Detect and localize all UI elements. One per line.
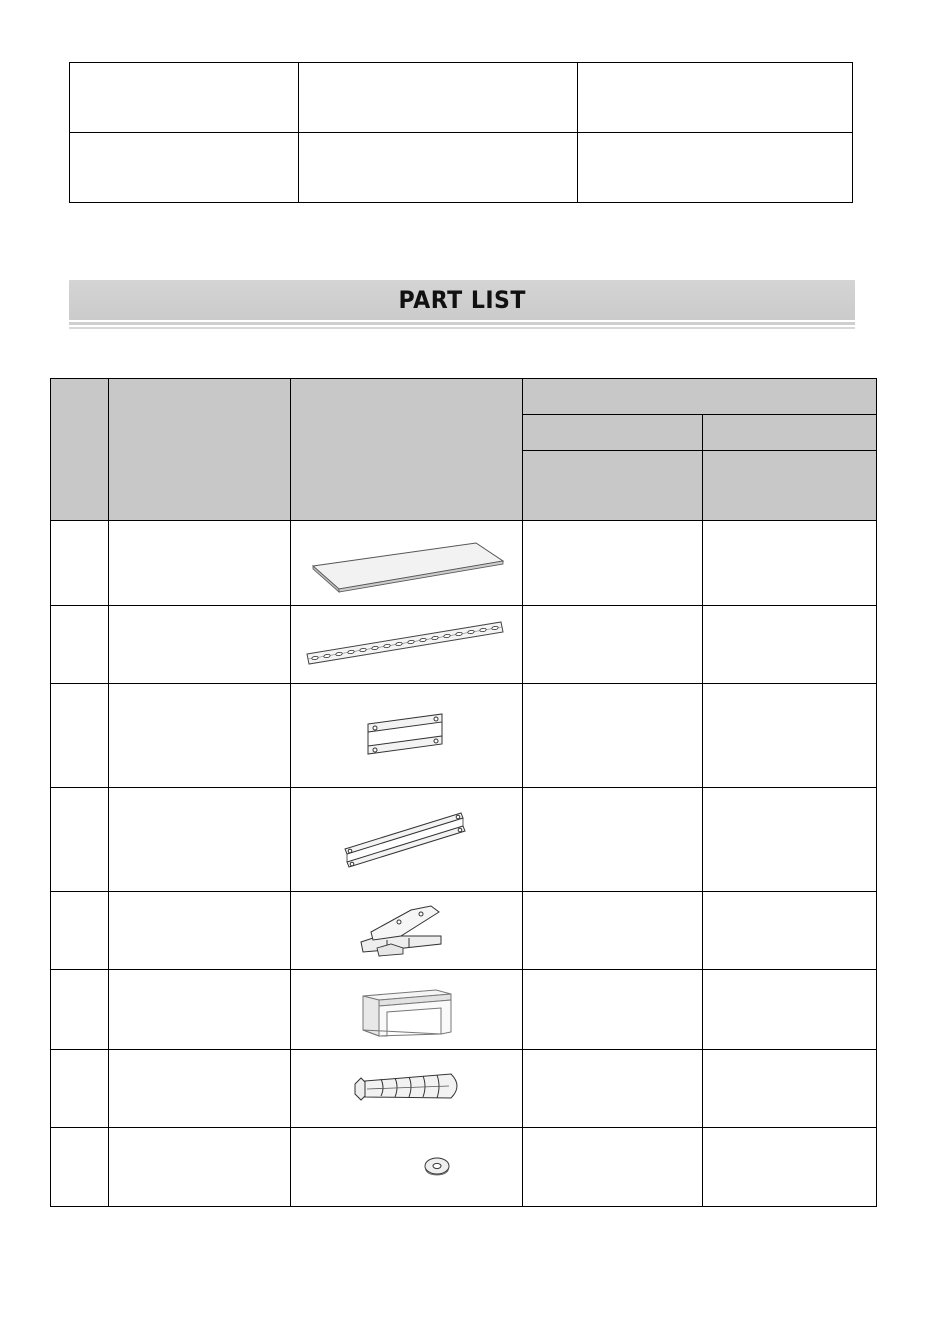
table-row [51, 521, 877, 606]
cell-qty [703, 788, 877, 892]
header-cell-name [109, 379, 291, 521]
cell-name [109, 788, 291, 892]
cell-no [51, 521, 109, 606]
cell-image [291, 606, 523, 684]
cell-name [109, 684, 291, 788]
header-cell-quantity-group [523, 379, 877, 415]
table-header-row [51, 379, 877, 415]
washer-icon [291, 1128, 523, 1207]
cell-qty [523, 788, 703, 892]
cell-qty [523, 521, 703, 606]
shelf-clip-icon [291, 892, 523, 970]
cell-qty [703, 521, 877, 606]
cell-image [291, 1128, 523, 1207]
cell-qty [523, 1128, 703, 1207]
cell-qty [523, 684, 703, 788]
cell-no [51, 970, 109, 1050]
long-rod-icon [291, 788, 523, 892]
table-cell [298, 63, 578, 133]
table-row [51, 892, 877, 970]
table-row [51, 1128, 877, 1207]
banner-divider [69, 322, 855, 325]
l-bracket-icon [291, 970, 523, 1050]
cell-name [109, 606, 291, 684]
cell-name [109, 1050, 291, 1128]
table-row [51, 788, 877, 892]
top-table [69, 62, 853, 203]
header-cell-image [291, 379, 523, 521]
cell-name [109, 521, 291, 606]
table-cell [578, 63, 853, 133]
banner-divider [69, 327, 855, 329]
table-cell [70, 63, 299, 133]
cell-qty [703, 892, 877, 970]
cell-qty [523, 1050, 703, 1128]
cell-image [291, 892, 523, 970]
table-row [51, 970, 877, 1050]
cell-name [109, 970, 291, 1050]
banner-bar [69, 280, 855, 320]
cell-qty [523, 606, 703, 684]
cell-name [109, 892, 291, 970]
double-bracket-bar-icon [291, 684, 523, 788]
header-cell-sub [523, 415, 703, 451]
cell-no [51, 1128, 109, 1207]
cell-name [109, 1128, 291, 1207]
part-list-banner [69, 280, 855, 330]
table-cell [298, 133, 578, 203]
cell-image [291, 1050, 523, 1128]
header-cell-sub [703, 415, 877, 451]
cell-qty [523, 970, 703, 1050]
cell-no [51, 1050, 109, 1128]
table-row [70, 63, 853, 133]
header-cell-sub [523, 451, 703, 521]
cell-no [51, 684, 109, 788]
slotted-rail-icon [291, 606, 523, 684]
parts-table [50, 378, 877, 1207]
cell-qty [703, 606, 877, 684]
wall-anchor-icon [291, 1050, 523, 1128]
cell-image [291, 521, 523, 606]
cell-qty [703, 1050, 877, 1128]
header-cell-sub [703, 451, 877, 521]
header-cell-no [51, 379, 109, 521]
cell-no [51, 892, 109, 970]
cell-image [291, 788, 523, 892]
table-row [51, 606, 877, 684]
glass-shelf-icon [291, 521, 523, 606]
cell-image [291, 684, 523, 788]
cell-qty [703, 970, 877, 1050]
cell-no [51, 606, 109, 684]
cell-qty [703, 1128, 877, 1207]
cell-qty [703, 684, 877, 788]
cell-qty [523, 892, 703, 970]
table-row [51, 684, 877, 788]
cell-image [291, 970, 523, 1050]
table-cell [70, 133, 299, 203]
cell-no [51, 788, 109, 892]
table-row [70, 133, 853, 203]
table-cell [578, 133, 853, 203]
table-row [51, 1050, 877, 1128]
page-title: PART LIST [398, 286, 526, 314]
